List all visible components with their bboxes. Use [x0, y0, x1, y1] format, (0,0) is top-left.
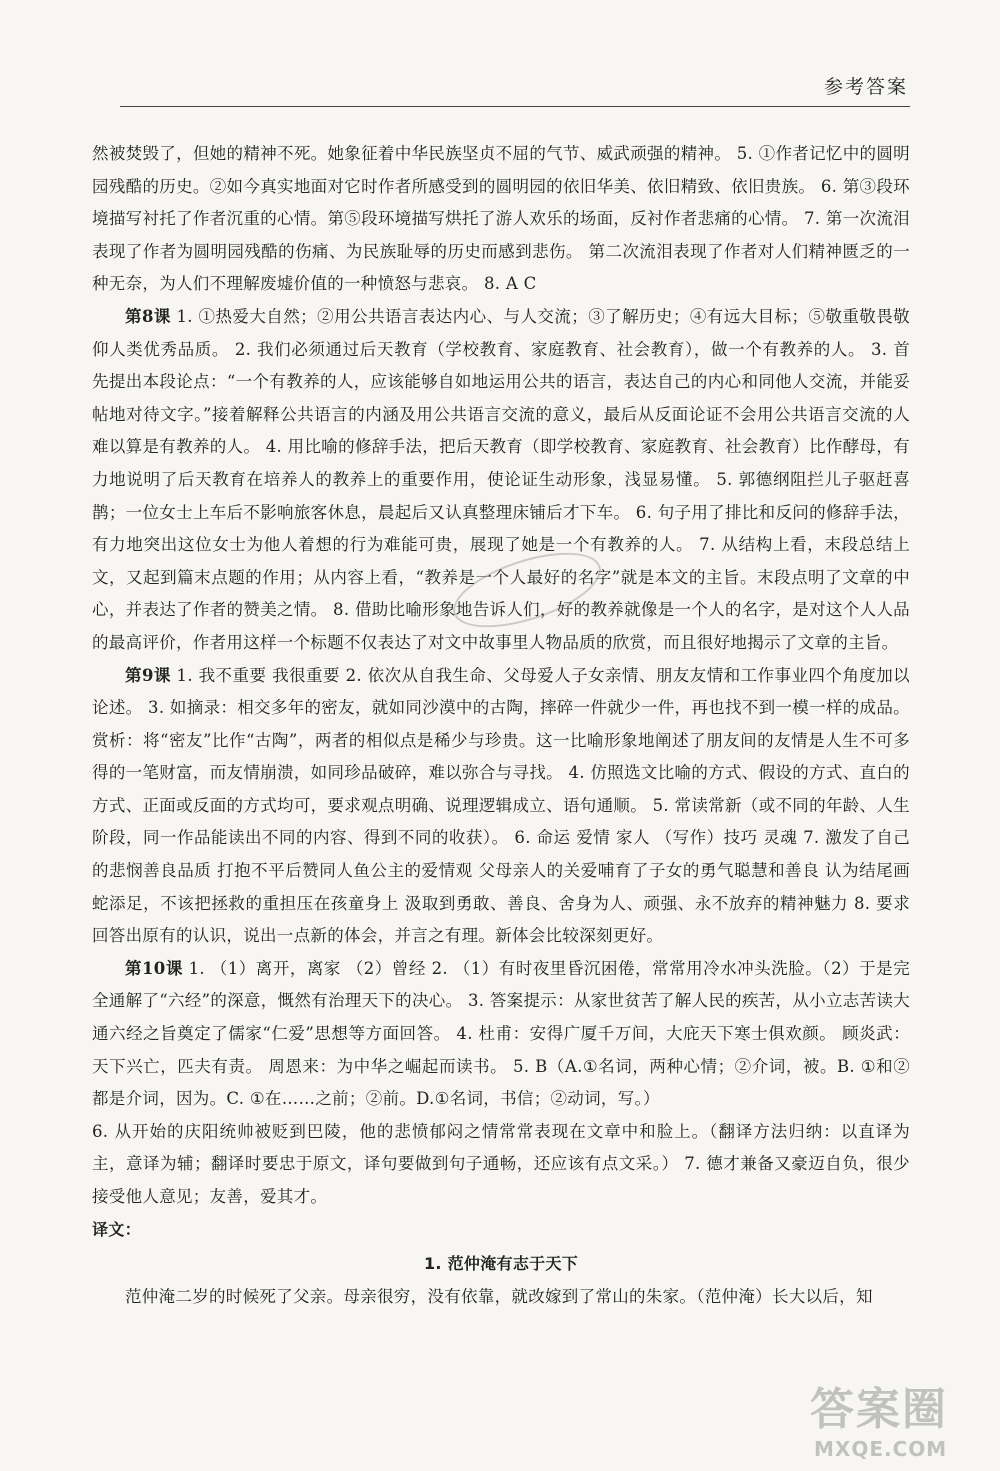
translation-title: 1. 范仲淹有志于天下: [423, 1254, 579, 1274]
answer-content: [92, 138, 910, 1313]
page-header-title: 参考答案: [823, 76, 908, 98]
lesson-10-text: 1. （1）离开，离家 （2）曾经 2. （1）有时夜里昏沉困倦，常常用冷水冲头洗脸。（2）于是完全通解了“六经”的深意，慨然有治理天下的决心。 3. 答案提示：从家世贫苦了解人民的疾苦，从小立志苦读大通六经之旨奠定了儒家“仁爱”思想等方面回答。 4. 杜甫：安得广厦千万间，大庇天下寒士俱欢颜。 顾炎武：天下兴亡，匹夫有责。 周恩来：为中华之崛起而读书。 5. B（A.①名词，两种心情；②介词，被。B. ①和②都是介词，因为。C. ①在……之前；②前。D.①名词，书信；②动词，写。）: [92, 958, 910, 1109]
lesson-10-continued: 6. 从开始的庆阳统帅被贬到巴陵，他的悲愤郁闷之情常常表现在文章中和脸上。（翻译方法归纳：以直译为主，意译为辅；翻译时要忠于原文，译句要做到句子通畅，还应该有点文采。） 7. 德才兼备又豪迈自负，很少接受他人意见；友善，爱其才。: [92, 1121, 910, 1206]
translation-text: 范仲淹二岁的时候死了父亲。母亲很穷，没有依靠，就改嫁到了常山的朱家。（范仲淹）长大以后，知: [125, 1286, 873, 1306]
intro-paragraph: 然被焚毁了，但她的精神不死。她象征着中华民族坚贞不屈的气节、威武顽强的精神。 5. ①作者记忆中的圆明园残酷的历史。②如今真实地面对它时作者所感受到的圆明园的依旧华美、依旧精致、依旧贵族。 6. 第③段环境描写衬托了作者沉重的心情。第⑤段环境描写烘托了游人欢乐的场面，反衬作者悲痛的心情。 7. 第一次流泪表现了作者为圆明园残酷的伤痛、为民族耻辱的历史而感到悲伤。 第二次流泪表现了作者对人们精神匮乏的一种无奈，为人们不理解废墟价值的一种愤怒与悲哀。 8. A C: [92, 144, 910, 294]
lesson-9-text: 1. 我不重要 我很重要 2. 依次从自我生命、父母爱人子女亲情、朋友友情和工作事业四个角度加以论述。 3. 如摘录：相交多年的密友，就如同沙漠中的古陶，摔碎一件就少一件，再也找不到一模一样的成品。 赏析：将“密友”比作“古陶”，两者的相似点是稀少与珍贵。这一比喻形象地阐述了朋友间的友情是人生不可多得的一笔财富，而友情崩溃，如同珍品破碎，难以弥合与寻找。 4. 仿照选文比喻的方式、假设的方式、直白的方式、正面或反面的方式均可，要求观点明确、说理逻辑成立、语句通顺。 5. 常读常新（或不同的年龄、人生阶段，同一作品能读出不同的内容、得到不同的收获）。 6. 命运 爱情 家人 （写作）技巧 灵魂 7. 激发了自己的悲悯善良品质 打抱不平后赞同人鱼公主的爱情观 父母亲人的关爱哺育了子女的勇气聪慧和善良 认为结尾画蛇添足，不该把拯救的重担压在孩童身上 汲取到勇敢、善良、舍身为人、顽强、永不放弃的精神魅力 8. 要求回答出原有的认识，说出一点新的体会，并言之有理。新体会比较深刻更好。: [92, 665, 910, 946]
watermark-logo: 答案圈: [810, 1384, 948, 1435]
lesson-10-paragraph: [92, 953, 910, 1116]
lesson-8-label: 第8课: [125, 306, 171, 326]
lesson-8-text: 1. ①热爱大自然；②用公共语言表达内心、与人交流；③了解历史；④有远大目标；⑤敬重敬畏敬仰人类优秀品质。 2. 我们必须通过后天教育（学校教育、家庭教育、社会教育），做一个有教养的人。 3. 首先提出本段论点：“一个有教养的人，应该能够自如地运用公共的语言，表达自己的内心和同他人交流，并能妥帖地对待文字。”接着解释公共语言的内涵及用公共语言交流的意义，最后从反面论证不会用公共语言交流的人难以算是有教养的人。 4. 用比喻的修辞手法，把后天教育（即学校教育、家庭教育、社会教育）比作酵母，有力地说明了后天教育在培养人的教养上的重要作用，使论证生动形象，浅显易懂。 5. 郭德纲阻拦儿子驱赶喜鹊；一位女士上车后不影响旅客休息，晨起后又认真整理床铺后才下车。 6. 句子用了排比和反问的修辞手法，有力地突出这位女士为他人着想的行为难能可贵，展现了她是一个有教养的人。 7. 从结构上看，末段总结上文，又起到篇末点题的作用；从内容上看，“教养是一个人最好的名字”就是本文的主旨。末段点明了文章的中心，并表达了作者的赞美之情。 8. 借助比喻形象地告诉人们，好的教养就像是一个人的名字，是对这个人人品的最高评价，作者用这样一个标题不仅表达了对文中故事里人物品质的欣赏，而且很好地揭示了文章的主旨。: [92, 306, 910, 652]
lesson-10-label: 第10课: [125, 958, 183, 978]
watermark-url: MXQE.COM: [814, 1437, 948, 1461]
header-divider: [120, 106, 910, 107]
lesson-9-paragraph: [92, 660, 910, 953]
watermark-corner: [810, 1373, 960, 1463]
translation-label: 译文：: [92, 1219, 141, 1239]
lesson-9-label: 第9课: [125, 665, 171, 685]
